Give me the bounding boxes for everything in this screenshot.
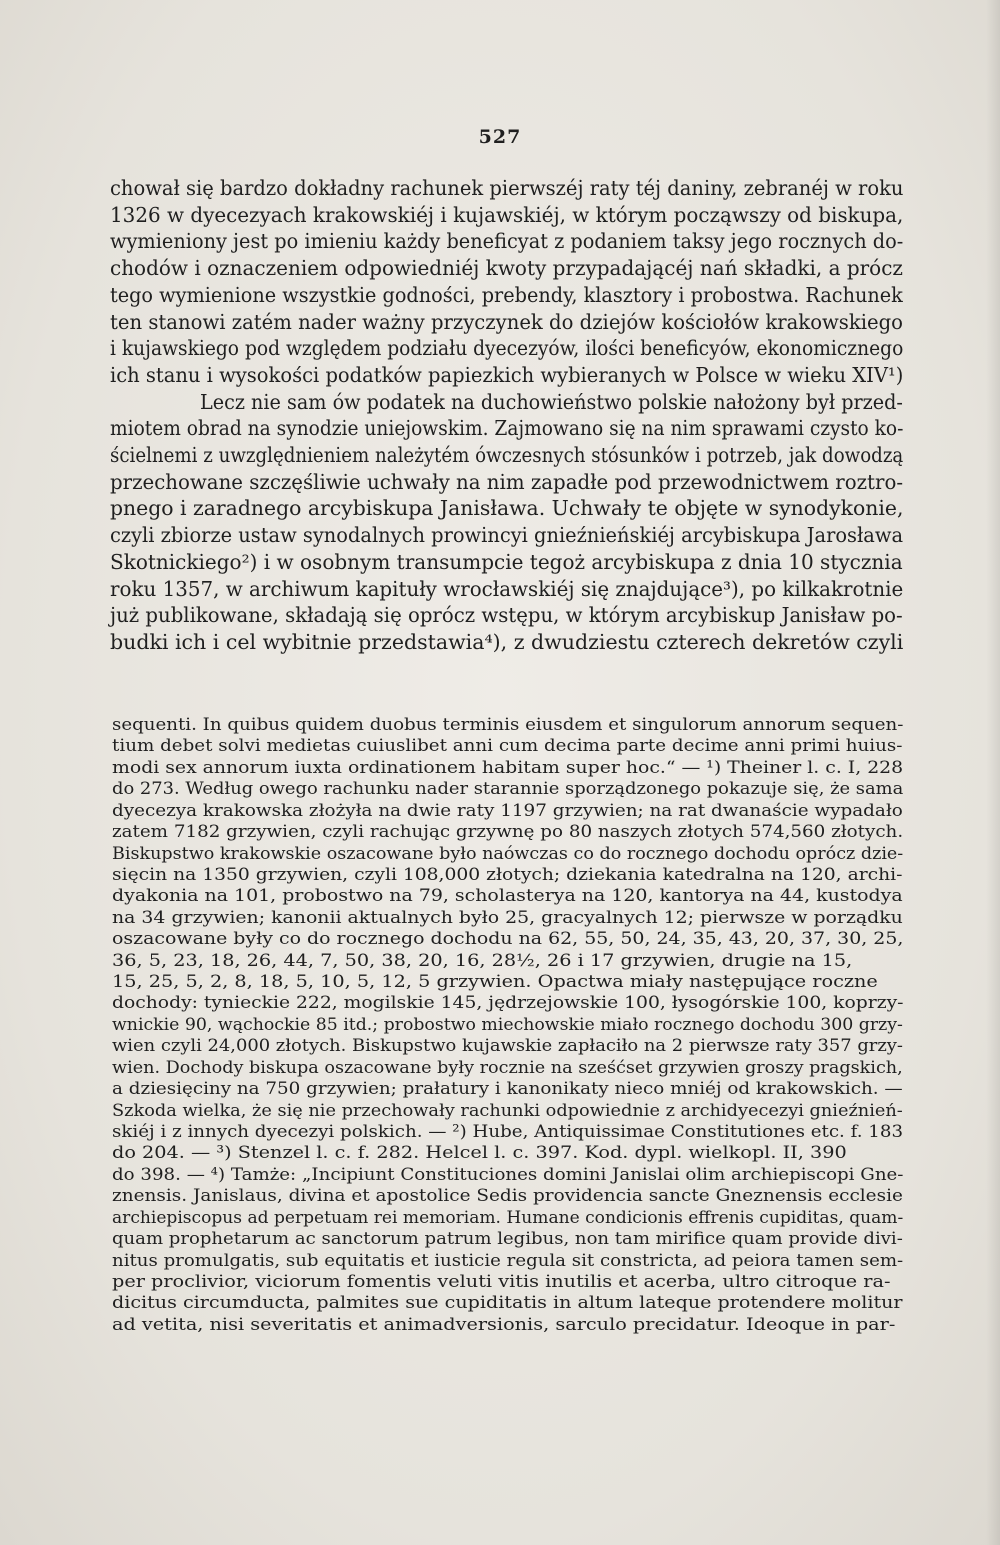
- body-line: Lecz nie sam ów podatek na duchowieństwo polskie nałożony był przed-: [200, 389, 903, 414]
- body-line: ten stanowi zatém nader ważny przyczynek do dziejów kościołów krakowskiego: [110, 309, 903, 334]
- footnote-line: per proclivior, viciorum fomentis veluti vitis inutilis et acerba, ultro citroque ra-: [112, 1271, 891, 1292]
- footnote-line: a dziesięciny na 750 grzywien; prałatury i kanonikaty nieco mniéj od krakowskich. —: [112, 1079, 903, 1100]
- body-line: miotem obrad na synodzie uniejowskim. Zajmowano się na nim sprawami czysto ko-: [110, 416, 904, 441]
- footnote-line: 15, 25, 5, 2, 8, 18, 5, 10, 5, 12, 5 grzywien. Opactwa miały następujące roczne: [112, 972, 878, 993]
- body-line: wymieniony jest po imieniu każdy beneficyat z podaniem taksy jego rocznych do-: [110, 229, 904, 254]
- body-line: i kujawskiego pod względem podziału dyecezyów, ilości beneficyów, ekonomicznego: [110, 336, 904, 361]
- footnote-line: wien czyli 24,000 złotych. Biskupstwo kujawskie zapłaciło na 2 pierwsze raty 357 grzy-: [112, 1036, 903, 1057]
- page-edge-shadow: [986, 0, 1000, 1545]
- footnote-line: oszacowane były co do rocznego dochodu na 62, 55, 50, 24, 35, 43, 20, 37, 30, 25,: [112, 929, 904, 950]
- body-line: roku 1357, w archiwum kapituły wrocławskiéj się znajdujące³), po kilkakrotnie: [110, 576, 904, 601]
- body-line: pnego i zaradnego arcybiskupa Janisława. Uchwały te objęte w synodykonie,: [110, 496, 904, 521]
- footnote-line: do 273. Według owego rachunku nader starannie sporządzonego pokazuje się, że sama: [112, 779, 904, 800]
- footnote-line: sequenti. In quibus quidem duobus terminis eiusdem et singulorum annorum sequen-: [112, 715, 904, 735]
- footnote-line: Biskupstwo krakowskie oszacowane było naówczas co do rocznego dochodu oprócz dzie-: [112, 843, 904, 864]
- body-line: czyli zbiorze ustaw synodalnych prowincyi gnieźnieńskiéj arcybiskupa Jarosława: [110, 523, 904, 548]
- footnote-line: do 398. — ⁴) Tamże: „Incipiunt Constituciones domini Janislai olim archiepiscopi Gne-: [112, 1164, 904, 1185]
- footnote-line: skiéj i z innych dyecezyi polskich. — ²) Hube, Antiquissimae Constitutiones etc. f. 183: [112, 1121, 904, 1142]
- page-number: 527: [478, 126, 522, 148]
- footnote-line: 36, 5, 23, 18, 26, 44, 7, 50, 38, 20, 16, 28½, 26 i 17 grzywien, drugie na 15,: [112, 950, 853, 971]
- body-line: chodów i oznaczeniem odpowiedniéj kwoty przypadającéj nań składki, a prócz: [110, 256, 903, 281]
- body-line: przechowane szczęśliwie uchwały na nim zapadłe pod przewodnictwem roztro-: [110, 469, 904, 494]
- footnote-line: Szkoda wielka, że się nie przechowały rachunki odpowiednie z archidyecezyi gnieźnień-: [112, 1100, 903, 1121]
- body-line: chował się bardzo dokładny rachunek pierwszéj raty téj daniny, zebranéj w roku: [110, 176, 904, 200]
- footnote-line: modi sex annorum iuxta ordinationem habitam super hoc.“ — ¹) Theiner l. c. I, 228: [112, 757, 904, 778]
- body-line: budki ich i cel wybitnie przedstawia⁴), z dwudziestu czterech dekretów czyli: [110, 629, 904, 654]
- body-line: ścielnemi z uwzględnieniem należytém ówczesnych stósunków i potrzeb, jak dowodzą: [110, 443, 904, 467]
- footnote-line: quam prophetarum ac sanctorum patrum legibus, non tam mirifice quam provide divi-: [112, 1229, 903, 1250]
- body-line: 1326 w dyecezyach krakowskiéj i kujawskiéj, w którym począwszy od biskupa,: [110, 202, 904, 227]
- footnote-line: do 204. — ³) Stenzel l. c. f. 282. Helcel l. c. 397. Kod. dypl. wielkopl. II, 390: [112, 1143, 847, 1164]
- footnote-line: tium debet solvi medietas cuiuslibet anni cum decima parte decime anni primi huius-: [112, 736, 903, 757]
- body-line: tego wymienione wszystkie godności, prebendy, klasztory i probostwa. Rachunek: [110, 282, 903, 307]
- footnote-line: wnickie 90, wąchockie 85 itd.; probostwo miechowskie miało rocznego dochodu 300 grzy-: [112, 1014, 903, 1035]
- footnote-line: na 34 grzywien; kanonii aktualnych było 25, gracyalnych 12; pierwsze w porządku: [112, 907, 903, 928]
- footnote-line: dyecezya krakowska złożyła na dwie raty 1197 grzywien; na rat dwanaście wypadało: [112, 800, 903, 821]
- body-line: ich stanu i wysokości podatków papiezkich wybieranych w Polsce w wieku XIV¹): [110, 362, 904, 387]
- footnote-line: nitus promulgatis, sub equitatis et iusticie regula sit constricta, ad peiora tamen sem-: [112, 1250, 904, 1271]
- footnote-line: zatem 7182 grzywien, czyli rachując grzywnę po 80 naszych złotych 574,560 złotych.: [112, 822, 904, 843]
- footnote-line: archiepiscopus ad perpetuam rei memoriam. Humane condicionis effrenis cupiditas, quam-: [112, 1207, 904, 1228]
- body-line: Skotnickiego²) i w osobnym transumpcie tegoż arcybiskupa z dnia 10 stycznia: [110, 549, 903, 574]
- footnote-line: dicitus circumducta, palmites sue cupiditatis in altum lateque protendere molitur: [112, 1293, 903, 1314]
- footnote-line: wien. Dochody biskupa oszacowane były rocznie na sześćset grzywien groszy pragskich,: [112, 1057, 903, 1078]
- footnote-line: znensis. Janislaus, divina et apostolice Sedis providencia sancte Gneznensis ecclesie: [112, 1186, 903, 1207]
- footnote-line: dyakonia na 101, probostwo na 79, scholasterya na 120, kantorya na 44, kustodya: [112, 886, 903, 907]
- footnote-line: sięcin na 1350 grzywien, czyli 108,000 złotych; dziekania katedralna na 120, archi-: [112, 864, 903, 885]
- footnote-line: dochody: tynieckie 222, mogilskie 145, jędrzejowskie 100, łysogórskie 100, koprzy-: [112, 993, 904, 1014]
- body-line: już publikowane, składają się oprócz wstępu, w którym arcybiskup Janisław po-: [110, 603, 903, 628]
- footnote-line: ad vetita, nisi severitatis et animadversionis, sarculo precidatur. Ideoque in par-: [112, 1314, 896, 1335]
